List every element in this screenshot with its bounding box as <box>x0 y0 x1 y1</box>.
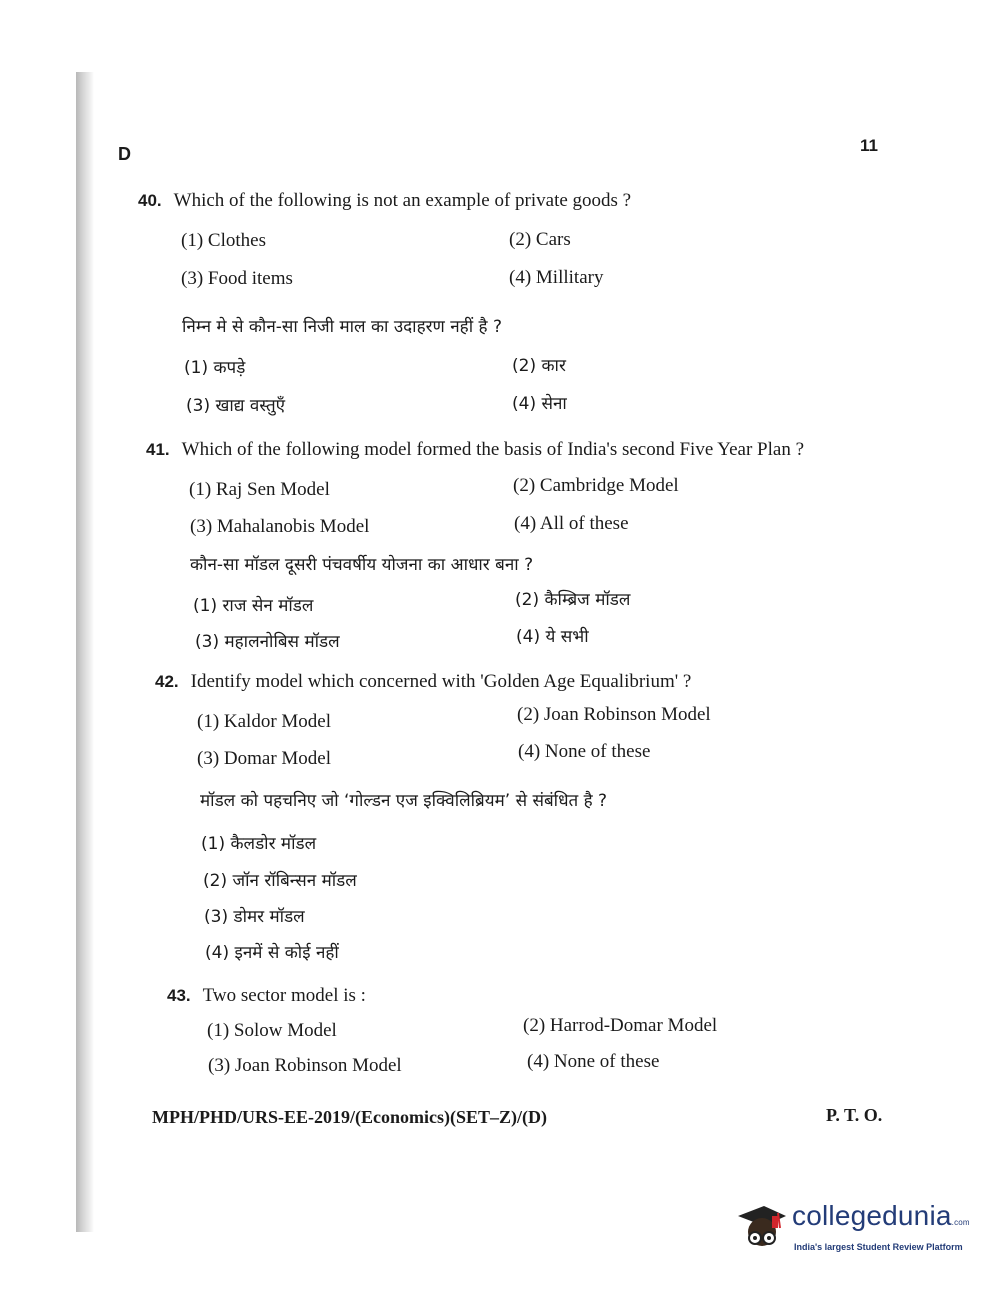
question-40 <box>138 190 631 212</box>
question-43 <box>167 985 366 1007</box>
option-en: (1) Kaldor Model <box>197 711 332 732</box>
option-en: (1) Clothes <box>181 230 266 251</box>
scan-shadow <box>76 72 94 1232</box>
question-number: 40. <box>138 191 162 210</box>
question-text: Which of the following is not an example of private goods ? <box>173 190 632 211</box>
set-code: D <box>118 144 131 164</box>
option-hi: (2) कैम्ब्रिज मॉडल <box>515 590 631 610</box>
question-text: Two sector model is : <box>202 985 366 1006</box>
option-en: (2) Cars <box>509 229 571 250</box>
question-41 <box>146 439 804 461</box>
question-text: Identify model which concerned with 'Golden Age Equalibrium' ? <box>190 671 692 692</box>
question-text: Which of the following model formed the basis of India's second Five Year Plan ? <box>181 439 805 460</box>
question-42 <box>155 671 691 693</box>
question-text-hindi: निम्न मे से कौन-सा निजी माल का उदाहरण नहीं है ? <box>182 317 502 337</box>
option-hi: (3) खाद्य वस्तुएँ <box>186 396 286 416</box>
option-en: (1) Raj Sen Model <box>189 479 330 500</box>
option-en: (4) All of these <box>514 513 629 534</box>
option-hi: (2) कार <box>512 356 566 376</box>
option-en: (4) Millitary <box>509 267 604 288</box>
pto-label: P. T. O. <box>826 1105 883 1125</box>
option-hi: (3) महालनोबिस मॉडल <box>195 632 340 652</box>
option-en: (2) Cambridge Model <box>513 475 679 496</box>
option-en: (2) Joan Robinson Model <box>517 704 711 725</box>
option-hi: (1) कपड़े <box>184 358 246 378</box>
page-number: 11 <box>860 136 878 155</box>
option-en: (3) Domar Model <box>197 748 332 769</box>
option-hi: (4) सेना <box>512 394 567 414</box>
paper-code: MPH/PHD/URS-EE-2019/(Economics)(SET–Z)/(D) <box>152 1107 547 1127</box>
option-en: (3) Joan Robinson Model <box>208 1055 402 1076</box>
option-en: (2) Harrod-Domar Model <box>523 1015 718 1036</box>
option-hi: (4) इनमें से कोई नहीं <box>205 943 339 963</box>
option-en: (4) None of these <box>527 1051 660 1072</box>
option-en: (1) Solow Model <box>207 1020 337 1041</box>
option-hi: (3) डोमर मॉडल <box>204 907 305 927</box>
question-number: 43. <box>167 986 191 1005</box>
brand-name: collegedunia.com <box>792 1200 970 1231</box>
option-en: (3) Food items <box>181 268 293 289</box>
option-en: (4) None of these <box>518 741 651 762</box>
option-hi: (1) कैलडोर मॉडल <box>201 834 317 854</box>
option-hi: (1) राज सेन मॉडल <box>193 596 314 616</box>
option-hi: (4) ये सभी <box>516 627 589 647</box>
question-number: 41. <box>146 440 170 459</box>
question-text-hindi: कौन-सा मॉडल दूसरी पंचवर्षीय योजना का आधार बना ? <box>190 555 534 575</box>
brand-tagline: India's largest Student Review Platform <box>794 1242 963 1252</box>
option-hi: (2) जॉन रॉबिन्सन मॉडल <box>203 871 357 891</box>
option-en: (3) Mahalanobis Model <box>190 516 370 537</box>
brand-suffix: .com <box>951 1218 970 1227</box>
question-number: 42. <box>155 672 179 691</box>
collegedunia-logo <box>734 1198 970 1260</box>
question-text-hindi: मॉडल को पहचनिए जो ‘गोल्डन एज इक्विलिब्रियम’ से संबंधित है ? <box>200 791 608 811</box>
mascot-icon <box>734 1198 790 1258</box>
